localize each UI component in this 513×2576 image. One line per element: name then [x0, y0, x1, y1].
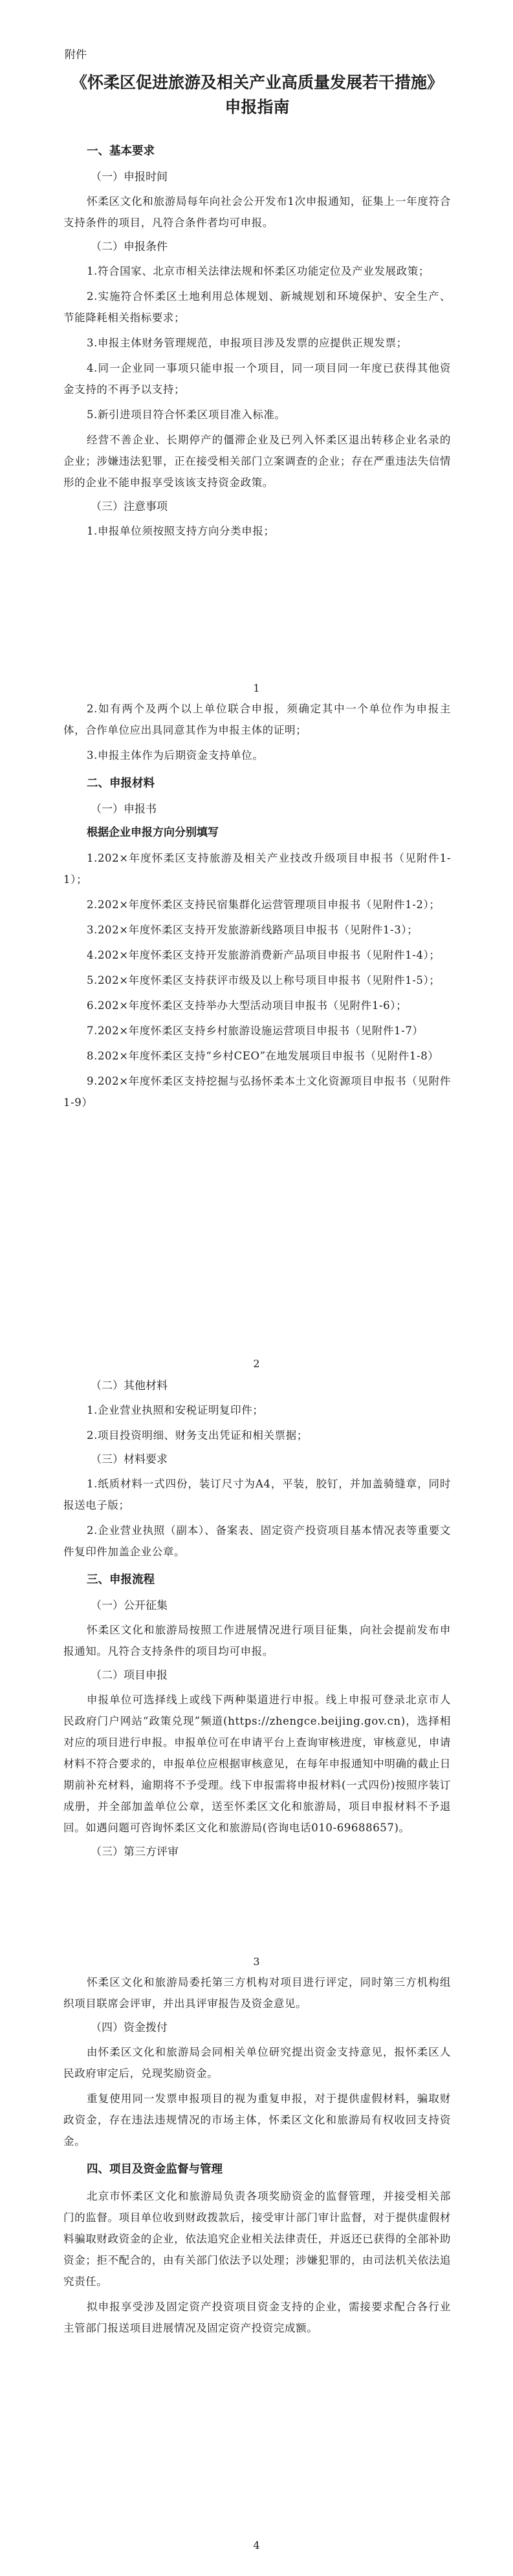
condition-item: 3.申报主体财务管理规范，申报项目涉及发票的应提供正规发票； — [87, 337, 408, 349]
section-3-3-heading: （三）第三方评审 — [91, 1846, 179, 1858]
section-3-4-text: 由怀柔区文化和旅游局会同相关单位研究提出资金支持意见，报怀柔区人民政府审定后，兑现奖励资金。 — [63, 2046, 451, 2080]
page-number: 4 — [253, 2539, 260, 2551]
section-2-3-heading: （三）材料要求 — [91, 1453, 168, 1466]
section-2-1-subheading: 根据企业申报方向分别填写 — [87, 826, 219, 839]
section-3-4-text-2: 重复使用同一发票申报项目的视为重复申报，对于提供虚假材料，骗取财政资金，存在违法违规情况的市场主体，怀柔区文化和旅游局有权收回支持资金。 — [63, 2092, 451, 2147]
page-3 — [0, 1374, 513, 1866]
page-2 — [0, 698, 513, 1117]
notice-item: 2.如有两个及两个以上单位联合申报，须确定其中一个单位作为申报主体，合作单位应出具同意其作为申报主体的证明； — [63, 703, 451, 736]
form-item: 2.202×年度怀柔区支持民宿集群化运营管理项目申报书（见附件1-2）； — [87, 899, 441, 911]
form-item: 1.202×年度怀柔区支持旅游及相关产业技改升级项目申报书（见附件1-1）； — [63, 852, 451, 886]
notice-item: 1.申报单位须按照支持方向分类申报； — [87, 525, 275, 537]
form-item: 6.202×年度怀柔区支持举办大型活动项目申报书（见附件1-6）； — [87, 999, 408, 1012]
section-2-heading: 二、申报材料 — [87, 777, 155, 790]
section-3-1-text: 怀柔区文化和旅游局按照工作进展情况进行项目征集，向社会提前发布申报通知。凡符合支持条件的项目均可申报。 — [63, 1624, 451, 1657]
page-number: 1 — [253, 682, 260, 694]
section-4-text-1: 北京市怀柔区文化和旅游局负责各项奖励资金的监督管理，并接受相关部门的监督。项目单位收到财政拨款后，接受审计部门审计监督，对于提供虚假材料骗取财政资金的企业，依法追究企业相关法律责任，并返还已获得的全部补助资金；拒不配合的，由有关部门依法予以处理；涉嫌犯罪的，由司法机关依法追究责任。 — [63, 2190, 451, 2288]
page-1 — [0, 45, 513, 546]
form-item: 4.202×年度怀柔区支持开发旅游消费新产品项目申报书（见附件1-4）； — [87, 949, 441, 961]
section-2-1-heading: （一）申报书 — [91, 803, 157, 816]
material-requirement-item: 2.企业营业执照（副本）、备案表、固定资产投资项目基本情况表等重要文件复印件加盖企业公章。 — [63, 1524, 451, 1558]
document-title: 《怀柔区促进旅游及相关产业高质量发展若干措施》申报指南 — [71, 73, 443, 116]
section-4-heading: 四、项目及资金监督与管理 — [87, 2163, 223, 2176]
section-3-3-text: 怀柔区文化和旅游局委托第三方机构对项目进行评定，同时第三方机构组织项目联席会评审，并出具评审报告及资金意见。 — [63, 1976, 451, 2010]
section-3-1-heading: （一）公开征集 — [91, 1599, 168, 1612]
form-item: 9.202×年度怀柔区支持挖掘与弘扬怀柔本土文化资源项目申报书（见附件1-9） — [63, 1075, 451, 1109]
condition-item: 1.符合国家、北京市相关法律法规和怀柔区功能定位及产业发展政策； — [87, 265, 430, 277]
section-4-text-2: 拟申报享受涉及固定资产投资项目资金支持的企业，需接要求配合各行业主管部门报送项目进展情况及固定资产投资完成额。 — [63, 2301, 451, 2334]
form-item: 3.202×年度怀柔区支持开发旅游新线路项目申报书（见附件1-3）； — [87, 924, 419, 936]
section-1-3-heading: （三）注意事项 — [91, 500, 168, 513]
condition-note: 经营不善企业、长期停产的僵滞企业及已列入怀柔区退出转移企业名录的企业；涉嫌违法犯罪，正在接受相关部门立案调查的企业；存在严重违法失信情形的企业不能申报享受该该支持资金政策。 — [63, 434, 451, 489]
form-item: 7.202×年度怀柔区支持乡村旅游设施运营项目申报书（见附件1-7） — [87, 1025, 424, 1037]
section-3-2-text: 申报单位可选择线上或线下两种渠道进行申报。线上申报可登录北京市人民政府门户网站“政策兑现”频道(https://zhengce.beijing.gov.cn)，选择相对应的项目进行申报。申报单位可在申请平台上查询审核进度，审核意见，申请材料不符合要求的，申报单位应根据审核意见，在每年申报通知中明确的截止日期前补充材料，逾期将不予受理。线下申报需将申报材料(一式四份)按照序装订成册，并全部加盖单位公章，送至怀柔区文化和旅游局，项目申报材料不予退回。如遇问题可咨询怀柔区文化和旅游局(咨询电话010-69688657)。 — [63, 1694, 451, 1834]
condition-item: 5.新引进项目符合怀柔区项目准入标准。 — [87, 409, 286, 421]
section-3-heading: 三、申报流程 — [87, 1573, 155, 1586]
section-1-1-heading: （一）申报时间 — [91, 171, 168, 184]
form-item: 5.202×年度怀柔区支持获评市级及以上称号项目申报书（见附件1-5）； — [87, 974, 441, 986]
annex-label: 附件 — [65, 48, 87, 61]
section-3-4-heading: （四）资金拨付 — [91, 2021, 168, 2034]
form-item: 8.202×年度怀柔区支持“乡村CEO”在地发展项目申报书（见附件1-8） — [87, 1050, 439, 1062]
material-requirement-item: 1.纸质材料一式四份，装订尺寸为A4，平装，胶钉，并加盖骑缝章，同时报送电子版； — [63, 1478, 451, 1511]
section-1-2-heading: （二）申报条件 — [91, 240, 168, 253]
section-3-2-heading: （二）项目申报 — [91, 1669, 168, 1682]
page-4 — [0, 1972, 513, 2343]
condition-item: 2.实施符合怀柔区土地利用总体规划、新城规划和环境保护、安全生产、节能降耗相关指标要求； — [63, 290, 451, 324]
page-number: 3 — [253, 1955, 260, 1968]
page-number: 2 — [253, 1357, 260, 1370]
other-material-item: 1.企业营业执照和安税证明复印件； — [87, 1404, 264, 1416]
section-1-heading: 一、基本要求 — [87, 145, 155, 158]
condition-item: 4.同一企业同一事项只能申报一个项目，同一项目同一年度已获得其他资金支持的不再予以支持； — [63, 362, 451, 396]
other-material-item: 2.项目投资明细、财务支出凭证和相关票据； — [87, 1429, 308, 1442]
section-2-2-heading: （二）其他材料 — [91, 1379, 168, 1392]
section-1-1-text: 怀柔区文化和旅游局每年向社会公开发布1次申报通知，征集上一年度符合支持条件的项目，凡符合条件者均可申报。 — [63, 195, 451, 229]
notice-item: 3.申报主体作为后期资金支持单位。 — [87, 749, 264, 761]
